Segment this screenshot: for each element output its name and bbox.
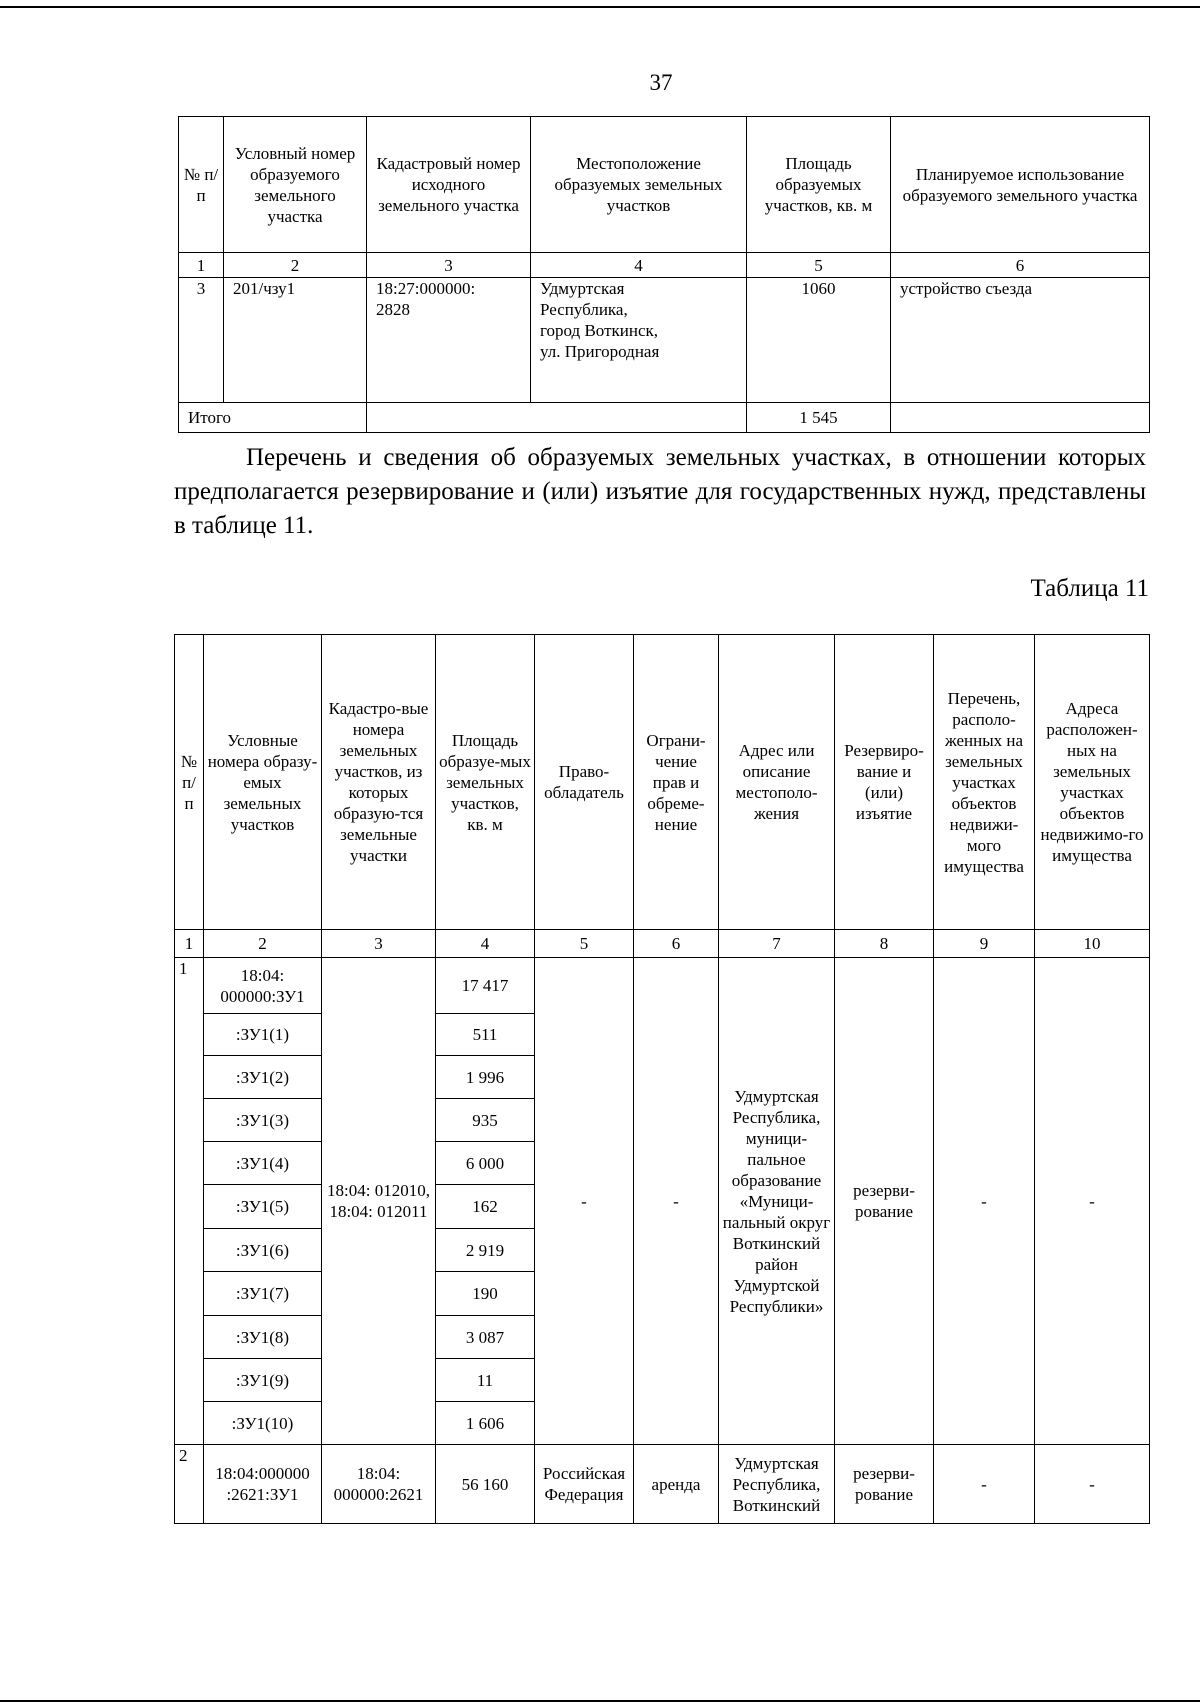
parcel-area: 162 (436, 1185, 535, 1229)
parcel-number: 18:04:000000 :2621:ЗУ1 (204, 1445, 322, 1524)
header-cell: Кадастро-вые номера земельных участков, из которых образую-тся земельные участки (322, 635, 436, 930)
reservation: резерви-рование (835, 1445, 934, 1524)
location (531, 278, 747, 403)
reservation: резерви-рование (835, 958, 934, 1445)
cadastral-source: 18:04: 012010, 18:04: 012011 (322, 958, 436, 1445)
real-estate-addresses: - (1035, 958, 1150, 1445)
cadastral-source: 18:04: 000000:2621 (322, 1445, 436, 1524)
page-number: 37 (649, 70, 673, 95)
scan-edge-top (0, 0, 1200, 8)
column-number-cell: 6 (891, 253, 1150, 278)
header-cell: № п/п (175, 635, 204, 930)
parcel-area: 511 (436, 1014, 535, 1056)
parcel-area: 935 (436, 1099, 535, 1142)
parcel-number: :ЗУ1(2) (204, 1056, 322, 1099)
location-line: город Воткинск, (540, 321, 659, 340)
header-cell: Резервиро-вание и (или) изъятие (835, 635, 934, 930)
column-number-cell: 7 (719, 930, 835, 958)
location-line: Республика, (540, 300, 628, 319)
column-number-cell: 2 (204, 930, 322, 958)
parcel-number: :ЗУ1(7) (204, 1272, 322, 1316)
parcel-number: :ЗУ1(8) (204, 1316, 322, 1359)
parcel-area: 1 996 (436, 1056, 535, 1099)
header-cell: Ограни-чение прав и обреме-нение (634, 635, 719, 930)
empty-cell (367, 403, 747, 433)
row-number: 1 (175, 958, 204, 1445)
table-caption: Таблица 11 (1030, 575, 1149, 602)
parcel-area: 1 606 (436, 1402, 535, 1445)
parcel-number: 18:04: 000000:ЗУ1 (204, 958, 322, 1014)
column-number-cell: 2 (224, 253, 367, 278)
address: Удмуртская Республика, Воткинский (719, 1445, 835, 1524)
prev-table-header-row (179, 117, 1150, 253)
table-row (175, 958, 1150, 1014)
parcel-area: 2 919 (436, 1229, 535, 1272)
parcel-area: 11 (436, 1359, 535, 1402)
parcel-number: :ЗУ1(4) (204, 1142, 322, 1185)
location-line: ул. Пригородная (540, 342, 660, 361)
header-cell: Перечень, располо-женных на земельных участках объектов недвижи-мого имущества (934, 635, 1035, 930)
location-line: Удмуртская (540, 279, 625, 298)
real-estate-objects: - (934, 1445, 1035, 1524)
parcel-number: :ЗУ1(1) (204, 1014, 322, 1056)
table-11 (174, 634, 1150, 1524)
column-number-cell: 4 (436, 930, 535, 958)
parcel-number: :ЗУ1(10) (204, 1402, 322, 1445)
header-cell: Площадь образуе-мых земельных участков, кв. м (436, 635, 535, 930)
parcel-number: :ЗУ1(5) (204, 1185, 322, 1229)
parcel-area: 56 160 (436, 1445, 535, 1524)
real-estate-objects: - (934, 958, 1035, 1445)
parcel-area: 190 (436, 1272, 535, 1316)
parcel-area: 3 087 (436, 1316, 535, 1359)
table-row (179, 278, 1150, 403)
column-number-cell: 9 (934, 930, 1035, 958)
column-number-cell: 5 (535, 930, 634, 958)
column-number-cell: 3 (367, 253, 531, 278)
column-number-cell: 1 (179, 253, 224, 278)
table11-number-row (175, 930, 1150, 958)
prev-header-cell: Планируемое использование образуемого земельного участка (891, 117, 1150, 253)
prev-header-cell: Местоположение образуемых земельных участков (531, 117, 747, 253)
row-number: 3 (179, 278, 224, 403)
column-number-cell: 8 (835, 930, 934, 958)
parcel-number: :ЗУ1(9) (204, 1359, 322, 1402)
real-estate-addresses: - (1035, 1445, 1150, 1524)
header-cell: Адреса расположен-ных на земельных участках объектов недвижимо-го имущества (1035, 635, 1150, 930)
restriction: аренда (634, 1445, 719, 1524)
prev-header-cell: Площадь образуемых участков, кв. м (747, 117, 891, 253)
cadastral-number-line: 18:27:000000: (376, 279, 476, 298)
row-number: 2 (175, 1445, 204, 1524)
empty-cell (891, 403, 1150, 433)
prev-header-cell: № п/п (179, 117, 224, 253)
parcel-area: 6 000 (436, 1142, 535, 1185)
total-row (179, 403, 1150, 433)
parcel-area: 17 417 (436, 958, 535, 1014)
parcel-number: :ЗУ1(6) (204, 1229, 322, 1272)
cadastral-number-line: 2828 (376, 300, 410, 319)
column-number-cell: 10 (1035, 930, 1150, 958)
parcel-number: :ЗУ1(3) (204, 1099, 322, 1142)
owner: Российская Федерация (535, 1445, 634, 1524)
restriction: - (634, 958, 719, 1445)
header-cell: Право-обладатель (535, 635, 634, 930)
column-number-cell: 6 (634, 930, 719, 958)
scan-edge-bottom (0, 1700, 1200, 1708)
prev-table (178, 116, 1150, 433)
header-cell: Условные номера образу-емых земельных участков (204, 635, 322, 930)
planned-usage: устройство съезда (891, 278, 1150, 403)
total-area: 1 545 (747, 403, 891, 433)
prev-table-number-row (179, 253, 1150, 278)
cadastral-number (367, 278, 531, 403)
owner: - (535, 958, 634, 1445)
address: Удмуртская Республика, муници-пальное образование «Муници-пальный округ Воткинский район Удмуртской Республики» (719, 958, 835, 1445)
conditional-number: 201/чзу1 (224, 278, 367, 403)
prev-header-cell: Условный номер образуемого земельного участка (224, 117, 367, 253)
body-paragraph: Перечень и сведения об образуемых земельных участках, в отношении которых предполагается резервирование и (или) изъятие для государственных нужд, представлены в таблице 11. (174, 444, 1146, 539)
table11-header-row (175, 635, 1150, 930)
column-number-cell: 3 (322, 930, 436, 958)
header-cell: Адрес или описание местополо-жения (719, 635, 835, 930)
total-label: Итого (179, 403, 367, 433)
column-number-cell: 5 (747, 253, 891, 278)
column-number-cell: 1 (175, 930, 204, 958)
table-row (175, 1445, 1150, 1524)
area: 1060 (747, 278, 891, 403)
prev-header-cell: Кадастровый номер исходного земельного участка (367, 117, 531, 253)
column-number-cell: 4 (531, 253, 747, 278)
